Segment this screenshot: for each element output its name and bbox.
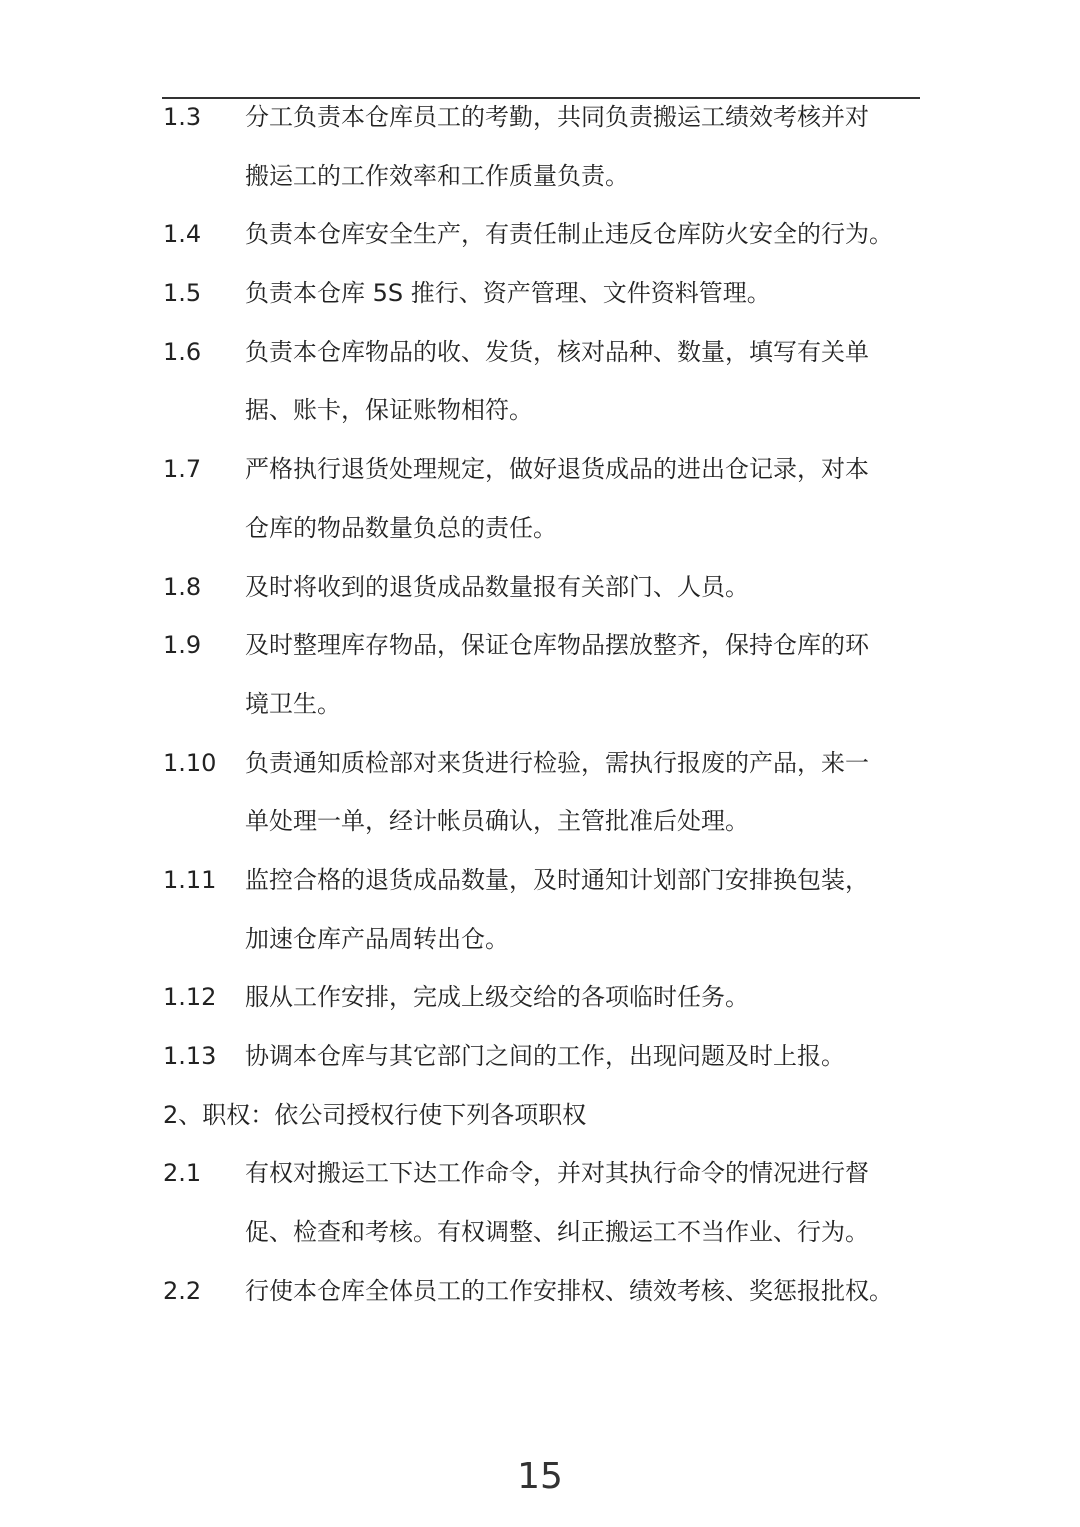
list-item <box>163 1144 923 1203</box>
list-item <box>163 205 923 264</box>
item-text: 负责本仓库安全生产，有责任制止违反仓库防火安全的行为。 <box>245 220 893 249</box>
item-text: 协调本仓库与其它部门之间的工作，出现问题及时上报。 <box>245 1042 845 1070</box>
list-item <box>163 440 923 499</box>
list-item-continuation <box>163 675 923 734</box>
list-item <box>163 968 923 1027</box>
list-item <box>163 558 923 617</box>
item-text: 及时将收到的退货成品数量报有关部门、人员。 <box>245 572 749 601</box>
item-text: 监控合格的退货成品数量，及时通知计划部门安排换包装， <box>245 865 869 894</box>
list-item <box>163 1262 923 1321</box>
item-text: 境卫生。 <box>245 689 341 718</box>
item-text: 加速仓库产品周转出仓。 <box>245 924 509 953</box>
item-text: 促、检查和考核。有权调整、纠正搬运工不当作业、行为。 <box>245 1218 869 1247</box>
item-text: 分工负责本仓库员工的考勤，共同负责搬运工绩效考核并对 <box>245 103 869 131</box>
list-item-continuation <box>163 499 923 558</box>
item-text: 负责本仓库 5S 推行、资产管理、文件资料管理。 <box>245 279 771 308</box>
section-heading <box>163 1086 923 1145</box>
item-number: 1.5 <box>163 279 202 308</box>
item-number: 1.12 <box>163 983 217 1012</box>
list-item <box>163 88 923 147</box>
item-text: 行使本仓库全体员工的工作安排权、绩效考核、奖惩报批权。 <box>245 1276 893 1305</box>
list-item <box>163 616 923 675</box>
page-number: 15 <box>517 1456 563 1497</box>
item-number: 1.3 <box>163 103 202 131</box>
item-text: 搬运工的工作效率和工作质量负责。 <box>245 161 629 190</box>
item-text: 负责本仓库物品的收、发货，核对品种、数量，填写有关单 <box>245 337 869 366</box>
item-number: 1.10 <box>163 748 217 777</box>
list-item-continuation <box>163 381 923 440</box>
item-text: 及时整理库存物品，保证仓库物品摆放整齐，保持仓库的环 <box>245 631 869 660</box>
item-number: 1.8 <box>163 572 202 601</box>
item-number: 1.13 <box>163 1042 217 1070</box>
document-body <box>163 88 923 1320</box>
item-text: 严格执行退货处理规定，做好退货成品的进出仓记录，对本 <box>245 455 869 484</box>
list-item <box>163 1027 923 1086</box>
list-item-continuation <box>163 1203 923 1262</box>
list-item-continuation <box>163 910 923 969</box>
item-text: 据、账卡，保证账物相符。 <box>245 396 533 425</box>
section-heading-text: 2、职权：依公司授权行使下列各项职权 <box>163 1100 587 1129</box>
item-number: 1.4 <box>163 220 202 249</box>
list-item-continuation <box>163 147 923 206</box>
item-text: 仓库的物品数量负总的责任。 <box>245 513 557 542</box>
item-text: 单处理一单，经计帐员确认，主管批准后处理。 <box>245 807 749 836</box>
item-text: 负责通知质检部对来货进行检验，需执行报废的产品，来一 <box>245 748 869 777</box>
item-number: 1.11 <box>163 865 217 894</box>
item-text: 有权对搬运工下达工作命令，并对其执行命令的情况进行督 <box>245 1159 869 1188</box>
list-item <box>163 734 923 793</box>
item-number: 1.9 <box>163 631 202 660</box>
list-item <box>163 323 923 382</box>
item-number: 1.6 <box>163 337 202 366</box>
list-item-continuation <box>163 792 923 851</box>
item-number: 2.2 <box>163 1276 202 1305</box>
list-item <box>163 264 923 323</box>
item-text: 服从工作安排，完成上级交给的各项临时任务。 <box>245 983 749 1012</box>
item-number: 2.1 <box>163 1159 202 1188</box>
item-number: 1.7 <box>163 455 202 484</box>
list-item <box>163 851 923 910</box>
